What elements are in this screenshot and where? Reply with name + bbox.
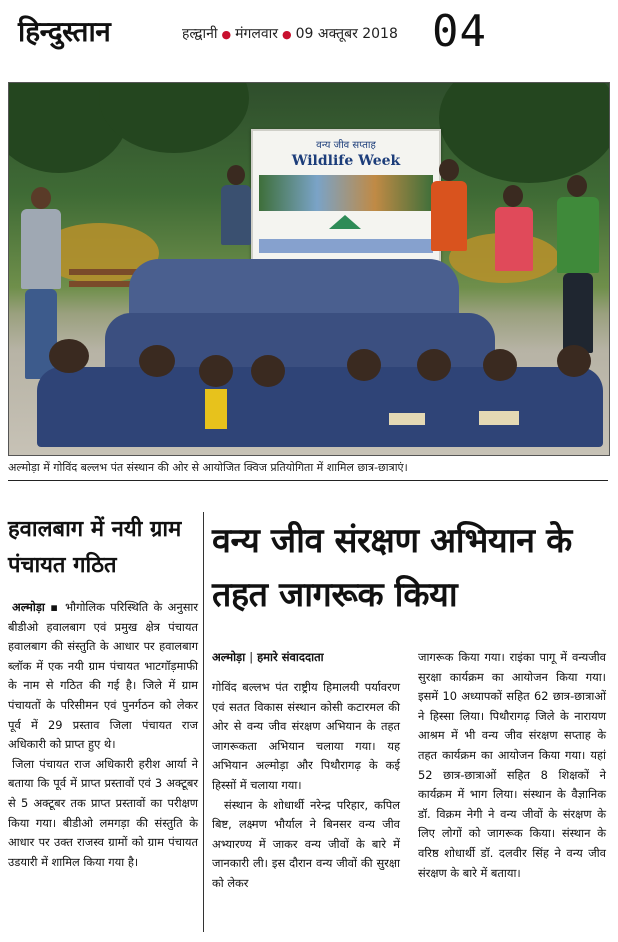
wildlife-week-banner	[251, 129, 441, 263]
child-head	[139, 345, 175, 377]
crowd-front-row	[37, 367, 603, 447]
left-story-headline: हवालबाग में नयी ग्राम पंचायत गठित	[8, 517, 182, 578]
institute-logo-icon	[329, 215, 361, 229]
main-story-column-1	[212, 678, 400, 894]
left-story-dateline: अल्मोड़ा	[12, 600, 45, 614]
main-story-para: संस्थान के शोधार्थी नरेन्द्र परिहार, कपिल बिष्ट, लक्ष्मण भौर्याल ने बिनसर वन्य जीव अभ्यारण्य में जाकर वन्य जीवों के बारे में जानकारी ली। इस दौरान वन्य जीवों की सुरक्षा को लेकर	[212, 797, 400, 890]
child-head	[483, 349, 517, 381]
main-story-para: गोविंद बल्लभ पंत राष्ट्रीय हिमालयी पर्यावरण एवं सतत विकास संस्थान कोसी कटारमल की ओर से वन्य जीव संरक्षण अभियान के तहत जागरूकता अभियान चलाया गया। यह अभियान अल्मोड़ा और पिथौरागढ़ के कई हिस्सों में चलाया गया।	[212, 680, 400, 792]
child-head	[347, 349, 381, 381]
child-head	[251, 355, 285, 387]
main-story-reporter: हमारे संवाददाता	[257, 650, 324, 664]
held-book	[389, 413, 425, 425]
banner-footer-text-strip	[259, 239, 433, 253]
page-number: 04	[432, 6, 487, 57]
caption-divider	[8, 480, 608, 481]
main-story-para: जागरूक किया गया। राइंका पागू में वन्यजीव सुरक्षा कार्यक्रम का आयोजन किया गया। इसमें 10 अध्यापकों सहित 62 छात्र-छात्राओं ने हिस्सा लिया। पिथौरागढ़ जिले के नारायण आश्रम में भी वन्य जीव संरक्षण सप्ताह के तहत कार्यक्रम का आयोजन किया गया। यहां 52 छात्र-छात्राओं सहित 8 शिक्षकों ने कार्यक्रम में भाग लिया। संस्थान के वैज्ञानिक डॉ. विक्रम नेगी ने वन्य जीवों के संरक्षण के लिए लोगों को जागरूक किया। संस्थान के वरिष्ठ शोधार्थी डॉ. दलवीर सिंह ने वन्य जीव संरक्षण के बारे में बताया।	[418, 650, 606, 880]
banner-hindi-title: वन्य जीव सप्ताह	[316, 140, 376, 151]
tree-shape	[99, 82, 249, 153]
edition-day: मंगलवार	[235, 26, 279, 42]
bullet-icon: ●	[282, 28, 292, 41]
column-divider	[203, 512, 204, 932]
main-story-dateline: अल्मोड़ा	[212, 650, 246, 664]
banner-wildlife-pictures	[259, 175, 433, 211]
child-head	[49, 339, 89, 373]
left-story-body	[8, 598, 198, 872]
tree-shape	[439, 82, 610, 183]
edition-dateline	[182, 24, 398, 43]
child-head	[557, 345, 591, 377]
photo-caption: अल्मोड़ा में गोविंद बल्लभ पंत संस्थान की ओर से आयोजित क्विज प्रतियोगिता में शामिल छात्र-छात्राएं।	[8, 461, 408, 474]
left-story-para: अल्मोड़ा ▪ भौगोलिक परिस्थिति के अनुसार बीडीओ हवालबाग एवं प्रमुख क्षेत्र पंचायत हवालबाग की संस्तुति के आधार पर हवालबाग ब्लॉक में एक नयी ग्राम पंचायत भाटगॉड़माफी के नाम से गठित की गई है। जिले में ग्राम पंचायतों के परिसीमन एवं पुनर्गठन को लेकर पूर्व में 29 प्रस्ताव जिला पंचायत राज अधिकारी को प्राप्त हुए थे।	[8, 600, 199, 752]
left-story-para: जिला पंचायत राज अधिकारी हरीश आर्या ने बताया कि पूर्व में प्राप्त प्रस्तावों एवं 3 अक्टूबर से 5 अक्टूबर तक प्राप्त प्रस्तावों का परीक्षण किया गया। बीडीओ लमगड़ा की संस्तुति के आधार पर उक्त राजस्व ग्रामों को ग्राम पंचायत उडयारी में शामिल किया गया है।	[8, 756, 198, 869]
bullet-icon: ●	[221, 28, 232, 41]
child-head	[199, 355, 233, 387]
main-story-byline: अल्मोड़ा | हमारे संवाददाता	[212, 650, 324, 664]
yellow-sweater	[205, 389, 227, 429]
edition-date: 09 अक्तूबर 2018	[295, 26, 398, 42]
held-book	[479, 411, 519, 425]
main-story-column-2	[418, 648, 606, 883]
main-story-headline: वन्य जीव संरक्षण अभियान के तहत जागरूक किया	[212, 521, 572, 615]
edition-city: हल्द्वानी	[182, 26, 218, 42]
page-header	[0, 0, 618, 74]
banner-english-title: Wildlife Week	[291, 153, 401, 169]
newspaper-masthead: हिन्दुस्तान	[18, 15, 111, 48]
child-head	[417, 349, 451, 381]
news-photo	[8, 82, 610, 456]
